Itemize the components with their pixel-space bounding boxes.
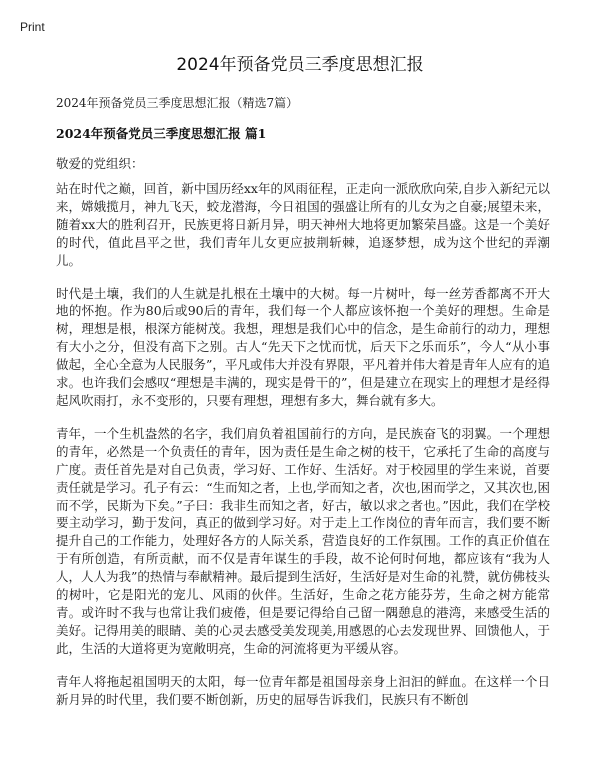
- paragraph: 时代是土壤，我们的人生就是扎根在土壤中的大树。每一片树叶，每一丝芳香都离不开大地的怀抱。作为80后或90后的青年，我们每一个人都应该怀抱一个美好的理想。生命是树，理想是根，根深方能树茂。我想，理想是我们心中的信念，是生命前行的动力，理想有大小之分，但没有高下之别。古人“先天下之忧而忧，后天下之乐而乐”，今人“从小事做起，全心全意为人民服务”，平凡或伟大并没有界限，平凡着并伟大着是青年人应有的追求。也许我们会感叹“理想是丰满的，现实是骨干的”，但是建立在现实上的理想才是经得起风吹雨打，永不变形的，只要有理想，理想有多大，舞台就有多大。: [56, 285, 550, 408]
- greeting: 敬爱的党组织：: [56, 156, 144, 171]
- section-heading: 2024年预备党员三季度思想汇报 篇1: [56, 126, 267, 141]
- paragraph: 站在时代之巅，回首，新中国历经xx年的风雨征程，正走向一派欣欣向荣,自步入新纪元以来，嫦娥揽月，神九飞天，蛟龙潜海，今日祖国的强盛让所有的儿女为之自豪;展望未来，随着xx大的胜利召开，民族更将日新月异，明天神州大地将更加繁荣昌盛。这是一个美好的时代，值此昌平之世，我们青年儿女更应披荆斩棘，追逐梦想，成为这个世纪的弄潮儿。: [56, 181, 550, 268]
- document-body: [56, 180, 550, 723]
- paragraph: 青年，一个生机盎然的名字，我们肩负着祖国前行的方向，是民族奋飞的羽翼。一个理想的青年，必然是一个负责任的青年，因为责任是生命之树的枝干，它承托了生命的高度与广度。责任首先是对自己负责，学习好、工作好、生活好。对于校园里的学生来说，首要责任就是学习。孔子有云：“生而知之者，上也,学而知之者，次也,困而学之，又其次也,困而不学，民斯为下矣。”子曰：我非生而知之者，好古，敏以求之者也。”因此，我们在学校要主动学习，勤于发问，真正的做到学习好。对于走上工作岗位的青年而言，我们要不断提升自己的工作能力，处理好各方的人际关系，营造良好的工作氛围。工作的真正价值在于有所创造，有所贡献，而不仅是青年谋生的手段，故不论何时何地，都应该有“我为人人，人人为我”的热情与奉献精神。最后提到生活好，生活好是对生命的礼赞，就仿佛枝头的树叶，它是阳光的宠儿、风雨的伙伴。生活好，生命之花方能芬芳，生命之树方能常青。或许时不我与也常让我们疲倦，但是要记得给自己留一隅憩息的港湾，来感受生活的美好。记得用美的眼睛、美的心灵去感受美发现美,用感恩的心去发现世界、回馈他人，于此，生活的大道将更为宽敞明亮，生命的河流将更为平缓从容。: [56, 425, 550, 656]
- document-subtitle: 2024年预备党员三季度思想汇报（精选7篇）: [56, 96, 299, 110]
- paragraph: 青年人将拖起祖国明天的太阳，每一位青年都是祖国母亲身上汩汩的鲜血。在这样一个日新月异的时代里，我们要不断创新，历史的屈辱告诉我们，民族只有不断创: [56, 673, 550, 707]
- print-link[interactable]: Print: [20, 20, 45, 34]
- document-title: 2024年预备党员三季度思想汇报: [176, 55, 424, 75]
